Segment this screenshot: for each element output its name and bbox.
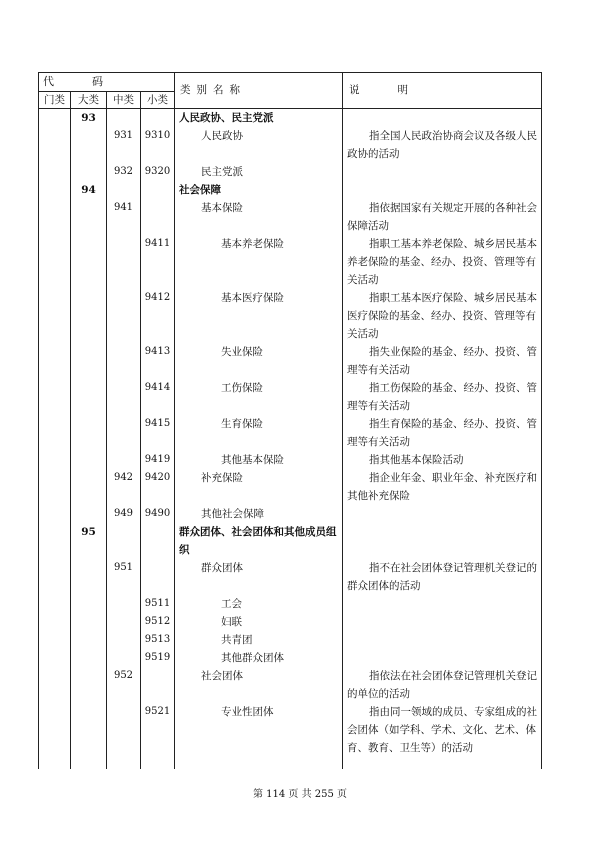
col-da-header: 大类: [71, 92, 107, 109]
category-name-cell: 妇联: [175, 613, 343, 631]
code-men-cell: [39, 523, 71, 559]
code-xiao-cell: 9490: [141, 505, 175, 523]
description-cell: [343, 505, 542, 523]
code-da-cell: 95: [71, 523, 107, 559]
table-row: [39, 343, 542, 379]
category-name-cell: 社会团体: [175, 667, 343, 703]
code-men-cell: [39, 703, 71, 765]
description-cell: 指失业保险的基金、经办、投资、管理等有关活动: [343, 343, 542, 379]
code-da-cell: [71, 415, 107, 451]
code-xiao-cell: 9519: [141, 649, 175, 667]
description-cell: 指依据国家有关规定开展的各种社会保障活动: [343, 199, 542, 235]
code-xiao-cell: 9413: [141, 343, 175, 379]
description-cell: [343, 631, 542, 649]
category-name-cell: 人民政协: [175, 127, 343, 163]
code-men-cell: [39, 595, 71, 613]
table-row: [39, 523, 542, 559]
code-men-cell: [39, 469, 71, 505]
description-cell: 指工伤保险的基金、经办、投资、管理等有关活动: [343, 379, 542, 415]
table-row: [39, 451, 542, 469]
table-row: [39, 163, 542, 181]
code-xiao-cell: 9310: [141, 127, 175, 163]
code-xiao-cell: 9412: [141, 289, 175, 343]
category-name-cell: 基本养老保险: [175, 235, 343, 289]
desc-header-a: 说: [349, 84, 360, 96]
description-cell: [343, 523, 542, 559]
table-row: [39, 667, 542, 703]
code-da-cell: [71, 595, 107, 613]
code-zhong-cell: [107, 523, 141, 559]
code-xiao-cell: 9320: [141, 163, 175, 181]
desc-header-b: 明: [397, 84, 408, 96]
code-xiao-cell: 9419: [141, 451, 175, 469]
code-xiao-cell: [141, 667, 175, 703]
name-header: 类别名称: [175, 73, 343, 109]
code-men-cell: [39, 343, 71, 379]
description-cell: [343, 595, 542, 613]
filler-cell: [107, 765, 141, 769]
code-xiao-cell: 9420: [141, 469, 175, 505]
code-xiao-cell: 9512: [141, 613, 175, 631]
code-da-cell: [71, 703, 107, 765]
code-zhong-cell: [107, 631, 141, 649]
description-cell: [343, 613, 542, 631]
code-men-cell: [39, 199, 71, 235]
category-name-cell: 工伤保险: [175, 379, 343, 415]
category-name-cell: 基本保险: [175, 199, 343, 235]
code-men-cell: [39, 289, 71, 343]
description-cell: 指职工基本养老保险、城乡居民基本养老保险的基金、经办、投资、管理等有关活动: [343, 235, 542, 289]
table-header: [39, 73, 542, 109]
code-zhong-cell: [107, 343, 141, 379]
code-da-cell: [71, 289, 107, 343]
code-xiao-cell: 9415: [141, 415, 175, 451]
code-da-cell: 94: [71, 181, 107, 199]
category-name-cell: 共青团: [175, 631, 343, 649]
table-row: [39, 595, 542, 613]
code-zhong-cell: 952: [107, 667, 141, 703]
code-da-cell: [71, 163, 107, 181]
table-row: [39, 127, 542, 163]
category-name-cell: 其他社会保障: [175, 505, 343, 523]
table-row: [39, 289, 542, 343]
code-xiao-cell: [141, 109, 175, 128]
description-cell: 指其他基本保险活动: [343, 451, 542, 469]
code-da-cell: [71, 235, 107, 289]
classification-table: [38, 72, 541, 769]
code-zhong-cell: 942: [107, 469, 141, 505]
code-zhong-cell: [107, 613, 141, 631]
filler-cell: [343, 765, 542, 769]
code-da-cell: [71, 127, 107, 163]
code-xiao-cell: 9513: [141, 631, 175, 649]
code-xiao-cell: [141, 523, 175, 559]
code-da-cell: [71, 451, 107, 469]
code-zhong-cell: 951: [107, 559, 141, 595]
code-men-cell: [39, 379, 71, 415]
description-cell: 指职工基本医疗保险、城乡居民基本医疗保险的基金、经办、投资、管理等有关活动: [343, 289, 542, 343]
description-cell: [343, 163, 542, 181]
code-xiao-cell: [141, 199, 175, 235]
code-xiao-cell: 9511: [141, 595, 175, 613]
table-filler-row: [39, 765, 542, 769]
code-zhong-cell: 949: [107, 505, 141, 523]
description-cell: [343, 649, 542, 667]
code-header: [39, 73, 175, 92]
description-cell: 指企业年金、职业年金、补充医疗和其他补充保险: [343, 469, 542, 505]
category-name-cell: 民主党派: [175, 163, 343, 181]
col-xiao-header: 小类: [141, 92, 175, 109]
code-zhong-cell: 931: [107, 127, 141, 163]
desc-header: [343, 73, 542, 109]
code-xiao-cell: [141, 559, 175, 595]
category-name-cell: 补充保险: [175, 469, 343, 505]
code-da-cell: 93: [71, 109, 107, 128]
col-zhong-header: 中类: [107, 92, 141, 109]
code-zhong-cell: [107, 235, 141, 289]
description-cell: 指依法在社会团体登记管理机关登记的单位的活动: [343, 667, 542, 703]
table-row: [39, 649, 542, 667]
table-row: [39, 181, 542, 199]
filler-cell: [71, 765, 107, 769]
category-name-cell: 其他群众团体: [175, 649, 343, 667]
code-men-cell: [39, 181, 71, 199]
table-row: [39, 415, 542, 451]
code-header-b: 码: [92, 75, 103, 88]
code-da-cell: [71, 505, 107, 523]
code-zhong-cell: [107, 451, 141, 469]
code-men-cell: [39, 559, 71, 595]
description-cell: 指不在社会团体登记管理机关登记的群众团体的活动: [343, 559, 542, 595]
description-cell: 指生育保险的基金、经办、投资、管理等有关活动: [343, 415, 542, 451]
code-da-cell: [71, 559, 107, 595]
code-men-cell: [39, 109, 71, 128]
category-name-cell: 人民政协、民主党派: [175, 109, 343, 128]
description-cell: [343, 181, 542, 199]
code-xiao-cell: [141, 181, 175, 199]
code-men-cell: [39, 667, 71, 703]
code-xiao-cell: 9414: [141, 379, 175, 415]
category-name-cell: 工会: [175, 595, 343, 613]
category-name-cell: 失业保险: [175, 343, 343, 379]
code-da-cell: [71, 469, 107, 505]
col-men-header: 门类: [39, 92, 71, 109]
code-da-cell: [71, 199, 107, 235]
code-da-cell: [71, 649, 107, 667]
filler-cell: [141, 765, 175, 769]
code-men-cell: [39, 415, 71, 451]
category-name-cell: 群众团体: [175, 559, 343, 595]
description-cell: 指由同一领域的成员、专家组成的社会团体（如学科、学术、文化、艺术、体育、教育、卫生等）的活动: [343, 703, 542, 765]
code-zhong-cell: [107, 649, 141, 667]
category-name-cell: 其他基本保险: [175, 451, 343, 469]
code-zhong-cell: [107, 415, 141, 451]
table-row: [39, 631, 542, 649]
code-xiao-cell: 9521: [141, 703, 175, 765]
category-name-cell: 社会保障: [175, 181, 343, 199]
code-da-cell: [71, 631, 107, 649]
table-row: [39, 505, 542, 523]
table-row: [39, 469, 542, 505]
code-zhong-cell: [107, 703, 141, 765]
table-row: [39, 703, 542, 765]
code-men-cell: [39, 451, 71, 469]
description-cell: [343, 109, 542, 128]
code-men-cell: [39, 631, 71, 649]
description-cell: 指全国人民政治协商会议及各级人民政协的活动: [343, 127, 542, 163]
table-row: [39, 379, 542, 415]
table-body: [39, 109, 542, 770]
filler-cell: [39, 765, 71, 769]
table-row: [39, 235, 542, 289]
table-row: [39, 559, 542, 595]
category-name-cell: 生育保险: [175, 415, 343, 451]
code-zhong-cell: 932: [107, 163, 141, 181]
code-men-cell: [39, 235, 71, 289]
code-xiao-cell: 9411: [141, 235, 175, 289]
table-row: [39, 109, 542, 128]
table-row: [39, 199, 542, 235]
page-footer: 第 114 页 共 255 页: [252, 789, 348, 800]
code-da-cell: [71, 379, 107, 415]
code-zhong-cell: [107, 181, 141, 199]
code-zhong-cell: [107, 109, 141, 128]
code-zhong-cell: [107, 289, 141, 343]
code-men-cell: [39, 613, 71, 631]
code-men-cell: [39, 649, 71, 667]
category-name-cell: 专业性团体: [175, 703, 343, 765]
table-row: [39, 613, 542, 631]
code-da-cell: [71, 667, 107, 703]
code-da-cell: [71, 343, 107, 379]
code-da-cell: [71, 613, 107, 631]
code-men-cell: [39, 127, 71, 163]
category-name-cell: 群众团体、社会团体和其他成员组织: [175, 523, 343, 559]
code-zhong-cell: [107, 379, 141, 415]
code-zhong-cell: 941: [107, 199, 141, 235]
filler-cell: [175, 765, 343, 769]
code-men-cell: [39, 505, 71, 523]
code-men-cell: [39, 163, 71, 181]
category-name-cell: 基本医疗保险: [175, 289, 343, 343]
code-zhong-cell: [107, 595, 141, 613]
code-header-a: 代: [43, 75, 54, 88]
